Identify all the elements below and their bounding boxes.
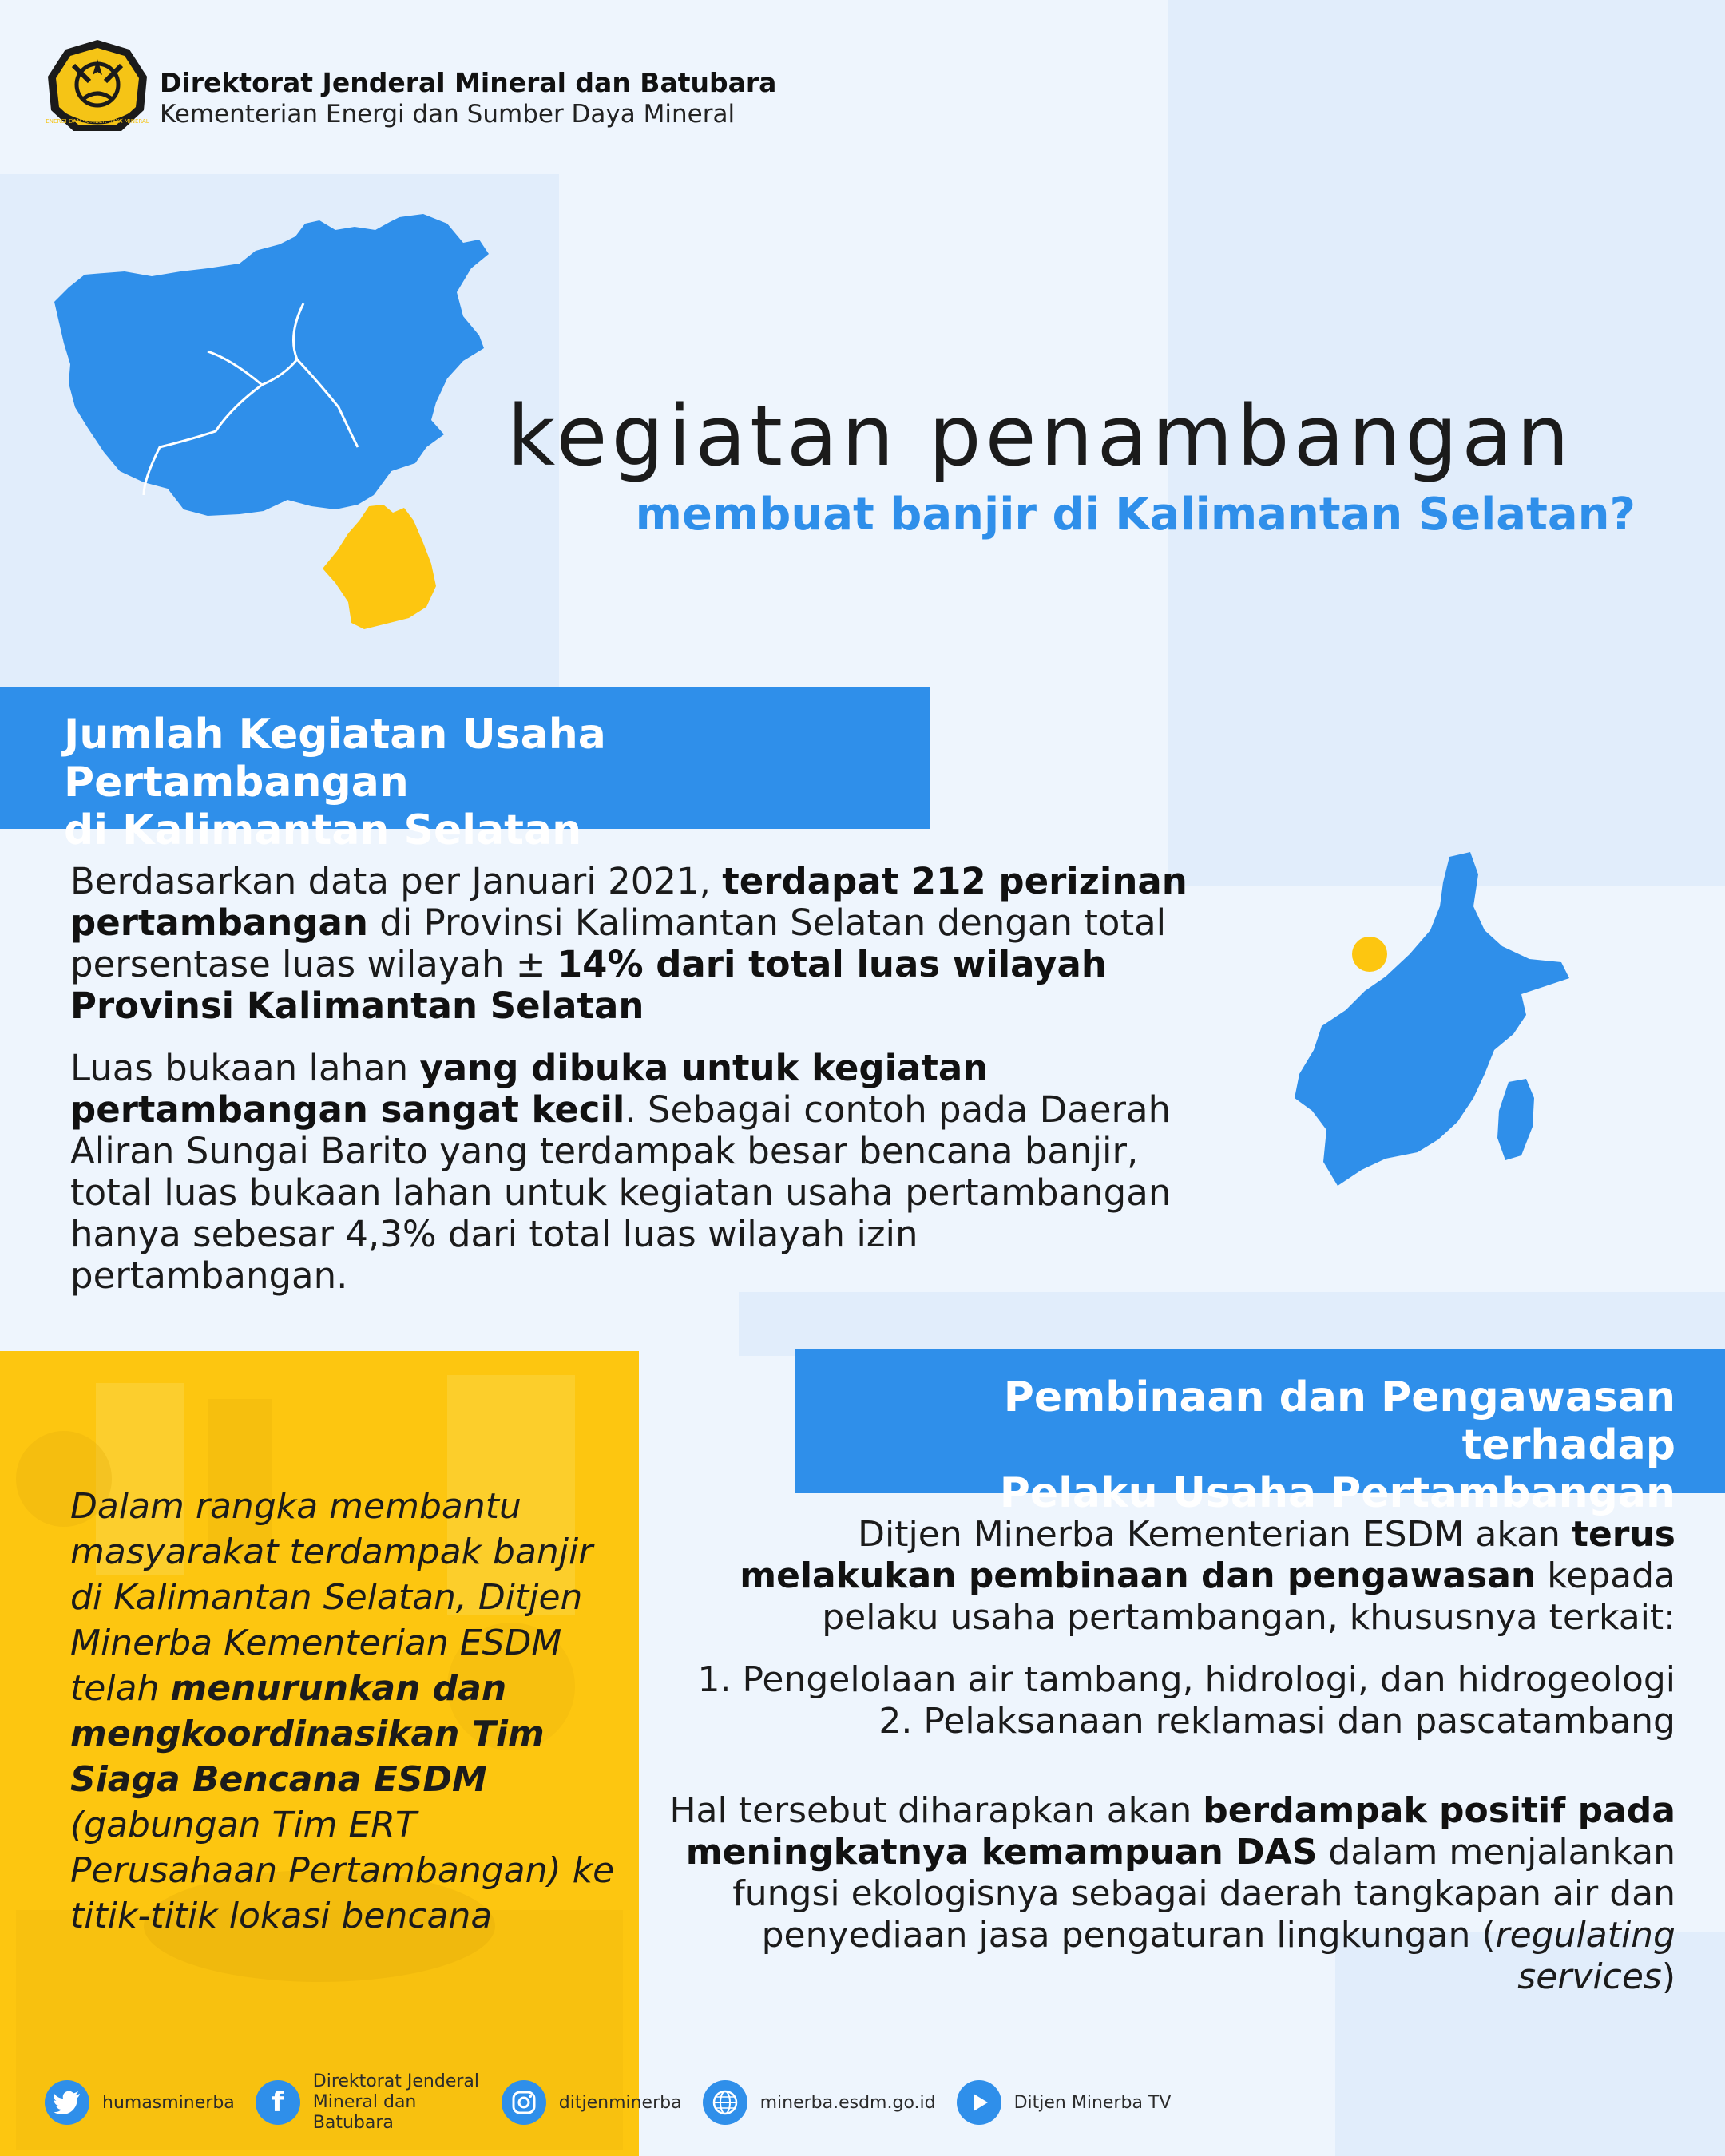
r3-italic-d: regulating services bbox=[1495, 1915, 1675, 1997]
r1-text-c: kepada pelaku usaha pertambangan, khususnya terkait: bbox=[822, 1556, 1675, 1638]
section3-heading-line2: Pelaku Usaha Pertambangan bbox=[999, 1469, 1675, 1517]
globe-icon bbox=[703, 2080, 748, 2125]
facebook-link[interactable] bbox=[256, 2071, 481, 2134]
youtube-link[interactable] bbox=[957, 2080, 1172, 2125]
section1-paragraph2 bbox=[70, 1048, 1204, 1297]
instagram-icon bbox=[502, 2080, 546, 2125]
section2-text bbox=[70, 1484, 629, 1939]
p2-text-c: . Sebagai contoh pada Daerah Aliran Sungai Barito yang terdampak besar bencana banjir, total luas bukaan lahan untuk kegiatan usaha pertambangan hanya sebesar 4,3% dari total luas wilayah izin pertambangan. bbox=[70, 1088, 1172, 1297]
org-name: Direktorat Jenderal Mineral dan Batubara bbox=[160, 67, 777, 98]
facebook-handle: Direktorat Jenderal Mineral dan Batubara bbox=[312, 2071, 480, 2133]
r3-text-a: Hal tersebut diharapkan akan bbox=[669, 1790, 1204, 1831]
twitter-icon bbox=[45, 2080, 89, 2125]
ministry-name: Kementerian Energi dan Sumber Daya Mineral bbox=[160, 100, 736, 129]
section1-paragraph1 bbox=[70, 861, 1204, 1027]
p2-bold-b: yang dibuka untuk kegiatan pertambangan sangat kecil bbox=[70, 1047, 989, 1131]
section3-paragraph1 bbox=[655, 1514, 1675, 1639]
list-item-1: 1. Pengelolaan air tambang, hidrologi, dan hidrogeologi bbox=[697, 1659, 1675, 1700]
website-url: minerba.esdm.go.id bbox=[759, 2092, 936, 2113]
section1-heading-line1: Jumlah Kegiatan Usaha Pertambangan bbox=[64, 711, 606, 807]
section3-heading bbox=[795, 1349, 1725, 1517]
r1-text-a: Ditjen Minerba Kementerian ESDM akan bbox=[858, 1514, 1572, 1555]
youtube-channel: Ditjen Minerba TV bbox=[1013, 2092, 1172, 2113]
play-icon bbox=[957, 2080, 1001, 2125]
s2-text-3: (gabungan Tim ERT Perusahaan Pertambangan) ke titik-titik lokasi bencana bbox=[70, 1805, 615, 1936]
bg-panel-mid bbox=[739, 1292, 1725, 1356]
p1-bold-d: 14% dari total luas wilayah Provinsi Kalimantan Selatan bbox=[70, 943, 1107, 1027]
section3-list bbox=[655, 1659, 1675, 1742]
twitter-handle: humasminerba bbox=[102, 2092, 235, 2113]
kalsel-map bbox=[1290, 842, 1577, 1194]
esdm-logo bbox=[45, 37, 150, 136]
instagram-handle: ditjenminerba bbox=[558, 2092, 682, 2113]
section1-heading bbox=[0, 687, 930, 854]
page-subtitle: membuat banjir di Kalimantan Selatan? bbox=[635, 489, 1636, 541]
website-link[interactable] bbox=[703, 2080, 936, 2125]
r1-bold-b: terus melakukan pembinaan dan pengawasan bbox=[740, 1514, 1675, 1596]
facebook-icon: f bbox=[256, 2080, 300, 2125]
instagram-link[interactable] bbox=[502, 2080, 682, 2125]
footer-social bbox=[45, 2071, 1192, 2133]
p1-bold-b: terdapat 212 perizinan pertambangan bbox=[70, 860, 1188, 944]
section3-heading-line1: Pembinaan dan Pengawasan terhadap bbox=[1003, 1373, 1675, 1469]
p1-text-a: Berdasarkan data per Januari 2021, bbox=[70, 860, 723, 902]
p1-text-c: di Provinsi Kalimantan Selatan dengan total persentase luas wilayah ± bbox=[70, 902, 1167, 985]
s2-text-1: Dalam rangka membantu masyarakat terdampak banjir di Kalimantan Selatan, Ditjen Minerba Kementerian ESDM telah bbox=[70, 1486, 593, 1709]
logo-text: ENERGI DAN SUMBER DAYA MINERAL bbox=[46, 118, 149, 125]
s2-bold-2: menurunkan dan mengkoordinasikan Tim Siaga Bencana ESDM bbox=[70, 1668, 545, 1800]
list-item-2: 2. Pelaksanaan reklamasi dan pascatambang bbox=[878, 1701, 1675, 1742]
section1-heading-line2: di Kalimantan Selatan bbox=[64, 807, 582, 854]
section3-paragraph2 bbox=[655, 1790, 1675, 1998]
page-title: kegiatan penambangan bbox=[507, 387, 1573, 485]
kalimantan-map bbox=[48, 208, 559, 655]
r3-bold-b: berdampak positif pada meningkatnya kemampuan DAS bbox=[685, 1790, 1675, 1873]
p2-text-a: Luas bukaan lahan bbox=[70, 1047, 420, 1089]
r3-text-e: ) bbox=[1661, 1956, 1675, 1997]
header-org bbox=[160, 67, 776, 129]
twitter-link[interactable] bbox=[45, 2080, 235, 2125]
r3-text-c: dalam menjalankan fungsi ekologisnya sebagai daerah tangkapan air dan penyediaan jasa pengaturan lingkungan ( bbox=[732, 1832, 1675, 1956]
